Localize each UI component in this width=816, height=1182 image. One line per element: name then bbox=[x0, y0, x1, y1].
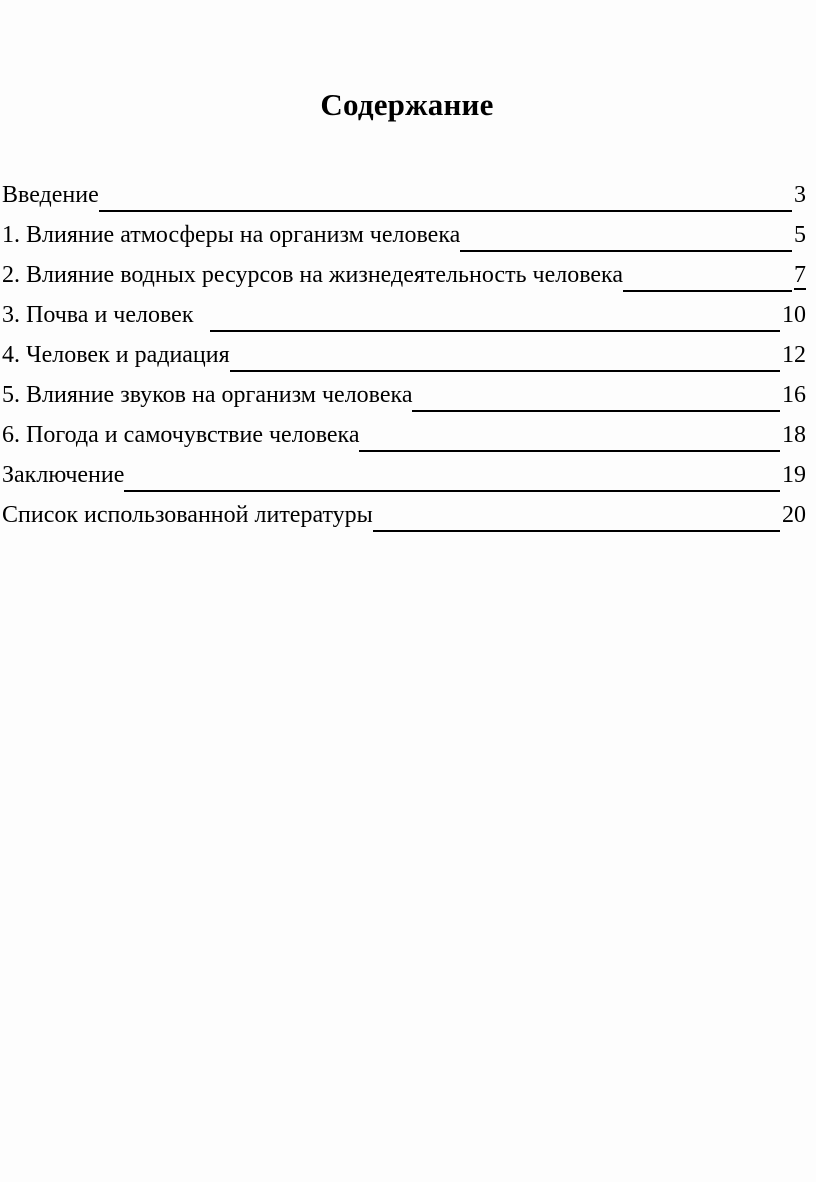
page-title: Содержание bbox=[320, 87, 494, 122]
toc-entry-label: 6. Погода и самочувствие человека bbox=[2, 422, 360, 448]
toc-entry bbox=[2, 255, 812, 295]
toc-entry bbox=[2, 375, 812, 415]
toc-entry bbox=[2, 495, 812, 535]
toc-entry-label: Заключение bbox=[2, 462, 125, 488]
toc-entry-label: 5. Влияние звуков на организм человека bbox=[2, 382, 413, 408]
toc-entry bbox=[2, 215, 812, 255]
toc-entry-label: 1. Влияние атмосферы на организм человека bbox=[2, 222, 461, 248]
toc-leader-line bbox=[359, 415, 780, 452]
toc-entry bbox=[2, 335, 812, 375]
toc-leader-line bbox=[99, 175, 792, 212]
toc-leader-line bbox=[623, 255, 792, 292]
toc-entry-page-number: 3 bbox=[794, 182, 806, 208]
toc-entry bbox=[2, 175, 812, 215]
toc-entry bbox=[2, 455, 812, 495]
toc-leader-line bbox=[124, 455, 780, 492]
toc-entry-page-number: 10 bbox=[782, 302, 806, 328]
toc-entry-label: Список использованной литературы bbox=[2, 502, 373, 528]
toc-entry-label: Введение bbox=[2, 182, 99, 208]
toc-entry bbox=[2, 295, 812, 335]
toc-leader-line bbox=[460, 215, 792, 252]
toc-list bbox=[2, 175, 812, 535]
toc-leader-line bbox=[230, 335, 780, 372]
toc-entry-label: 4. Человек и радиация bbox=[2, 342, 230, 368]
toc-entry-page-number: 19 bbox=[782, 462, 806, 488]
toc-entry-label: 2. Влияние водных ресурсов на жизнедеятельность человека bbox=[2, 262, 623, 288]
toc-entry-page-number: 12 bbox=[782, 342, 806, 368]
toc-entry-page-number: 7 bbox=[794, 262, 806, 288]
toc-entry-page-number: 16 bbox=[782, 382, 806, 408]
toc-entry-page-number: 18 bbox=[782, 422, 806, 448]
toc-entry-page-number: 5 bbox=[794, 222, 806, 248]
toc-entry-label: 3. Почва и человек bbox=[2, 302, 194, 328]
toc-entry bbox=[2, 415, 812, 455]
toc-entry-page-number: 20 bbox=[782, 502, 806, 528]
toc-leader-line bbox=[412, 375, 780, 412]
toc-leader-line bbox=[210, 295, 781, 332]
toc-leader-line bbox=[373, 495, 780, 532]
